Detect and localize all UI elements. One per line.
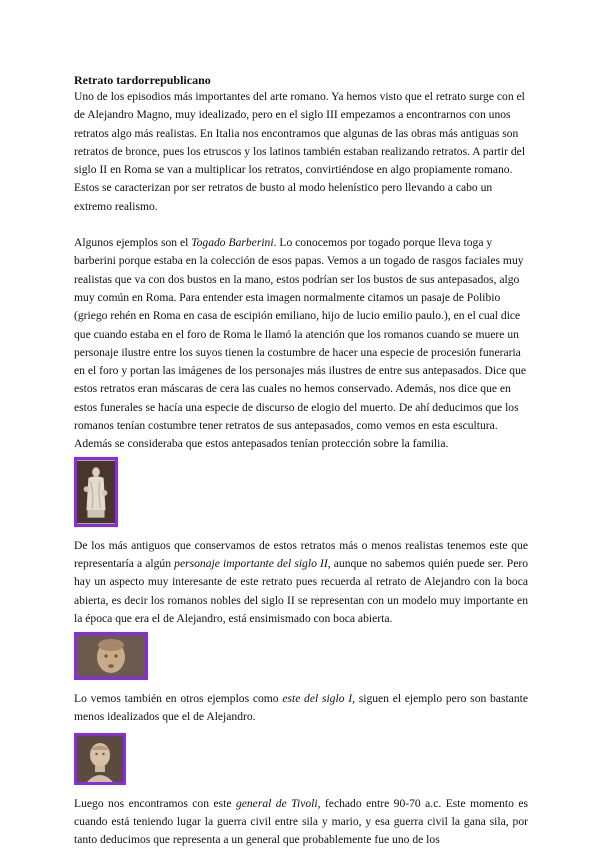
text-run: siguen el ejemplo pero son bastante menos idealizados que el de Alejandro. [74,692,528,724]
emphasis-personaje-siglo-ii: personaje importante del siglo II [174,556,328,570]
paragraph-siglo-i [74,690,528,727]
emphasis-general-tivoli: general de Tivoli [235,796,318,810]
bust-picture [77,736,123,782]
section-title: Retrato tardorrepublicano [74,73,211,87]
text-run: , fechado entre 90-70 a.c. Este momento es cuando está teniendo lugar la guerra civil entre sila y mario, y esa guerra civil la gana sila, por tanto deducimos que representa a un general que probablemente fue uno de los [74,796,528,847]
text-run: , aunque no sabemos quién puede ser. Pero hay un aspecto muy interesante de este retrato pues recuerda al retrato de Alejandro con la boca abierta, es decir los romanos nobles del siglo II se representan con un modelo muy importante en la época que era el de Alejandro, está ensimismado con boca abierta. [74,556,528,625]
text-run: Luego nos encontramos con este [74,796,236,810]
text-run: Algunos ejemplos son el [74,236,192,250]
emphasis-togado-barberini: Togado Barberini [191,236,274,250]
paragraph-general-tivoli [74,795,528,850]
text-run: . Lo conocemos por togado porque lleva toga y barberini porque estaba en la colección de esos papas. Vemos a un togado de rasgos faciales muy realistas que va con dos bustos en la mano, estos podrían ser los bustos de sus antepasados, algo muy común en Roma. Para entender esta imagen normalmente citamos un pasaje de Polibio (griego rehén en Roma en casa de escipión emiliano, hijo de lucio emilio paulo.), en el cual dice que cuando estaba en el foro de Roma le llamó la atención que los romanos cuando se muere un personaje ilustre entre los suyos tienen la costumbre de hacer una especie de procesión funeraria en el foro y portan las imágenes de los personajes más ilustres de entre sus antepasados. Dice que estos retratos eran máscaras de cera las cuales no hemos conservado. Además, nos dice que en estos funerales se hacía una especie de discurso de elogio del muerto. De ahí deducimos que los romanos tenían costumbre tener retratos de sus antepasados, como vemos en esta escultura. Además se consideraba que estos antepasados tenían protección sobre la familia. [74,236,527,451]
retrato-siglo-ii-image [74,632,148,680]
text-run: Lo vemos también en otros ejemplos como [74,692,283,706]
paragraph-siglo-ii [74,537,528,628]
paragraph-intro: Uno de los episodios más importantes del arte romano. Ya hemos visto que el retrato surge con el de Alejandro Magno, muy idealizado, pero en el siglo III empezamos a encontrarnos con unos retratos algo más realistas. En Italia nos encontramos que algunas de las obras más antiguas son retratos de bronce, pues los etruscos y los latinos también estaban realizando retratos. A partir del siglo II en Roma se van a multiplicar los retratos, convirtiéndose en algo propiamente romano. Estos se caracterizan por ser retratos de busto al modo helenístico pero llevando a cabo un extremo realismo. [74,90,526,213]
paragraph-gap [74,216,528,234]
portrait-head-picture [77,635,145,677]
statue-figure-picture [77,460,115,524]
togado-barberini-image [74,457,118,527]
text-run: De los más antiguos que conservamos de estos retratos más o menos realistas tenemos este que representaría a algún [74,538,528,570]
retrato-siglo-i-image [74,733,126,785]
emphasis-siglo-i: este del siglo I, [282,692,355,706]
paragraph-togado [74,234,528,454]
